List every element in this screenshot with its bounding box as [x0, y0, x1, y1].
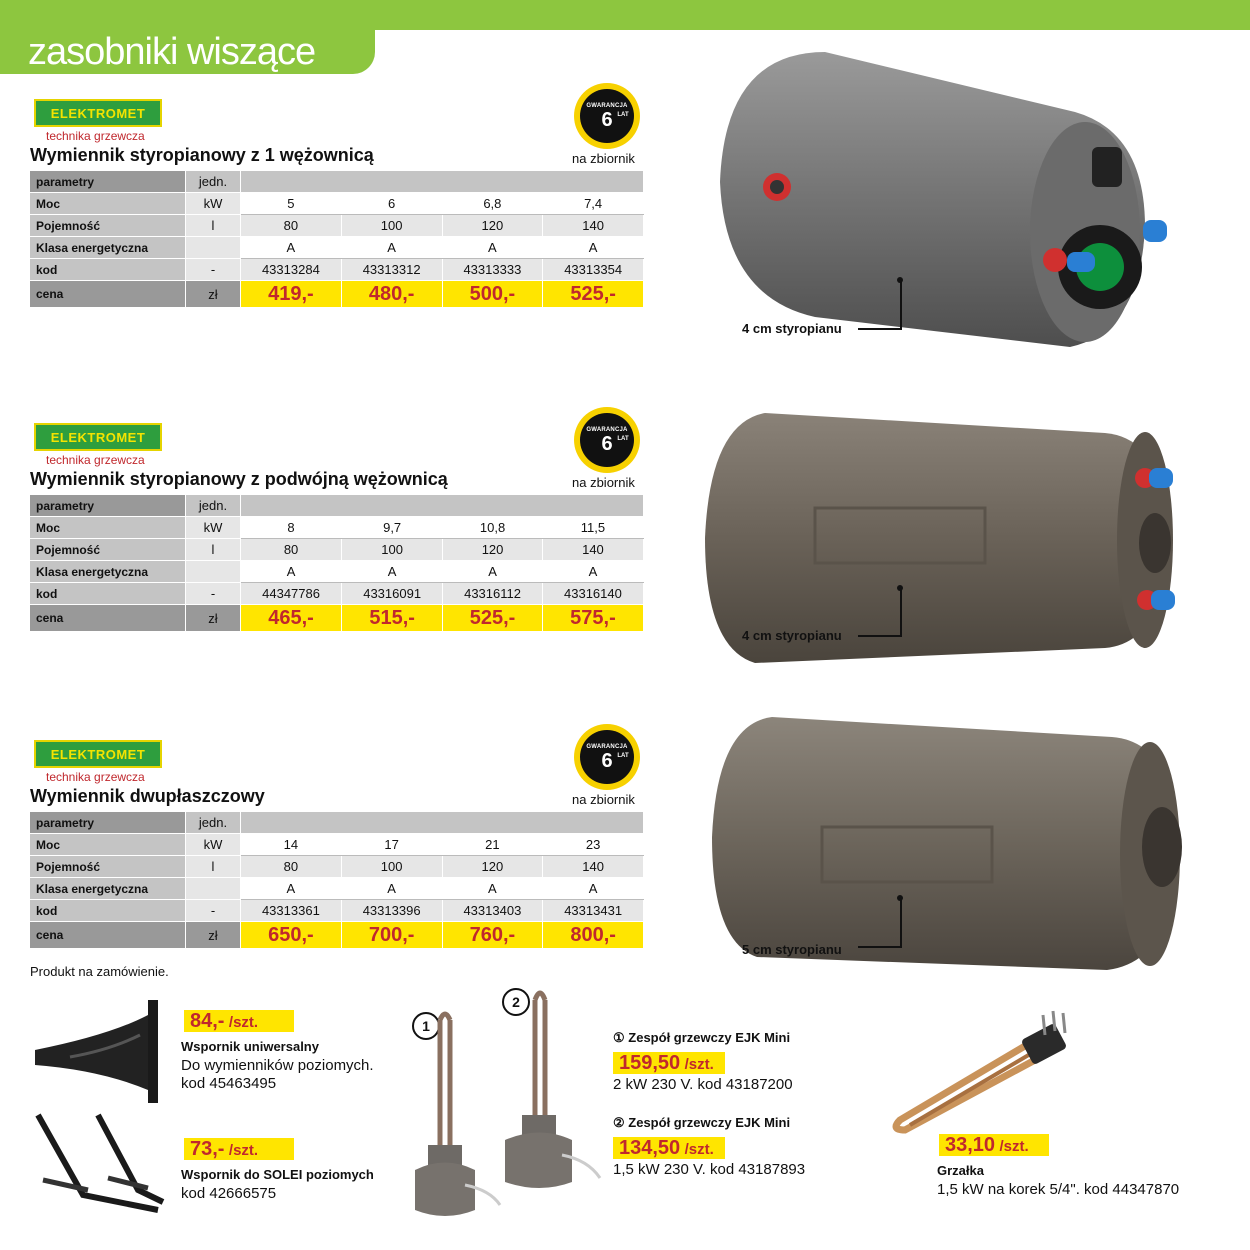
row-unit: kW [186, 517, 241, 539]
universal-bracket-desc: Do wymienników poziomych. [181, 1057, 374, 1074]
price-unit: /szt. [684, 1056, 714, 1073]
value-cell: 120 [442, 215, 543, 237]
row-label: Pojemność [30, 215, 186, 237]
brand-tagline: technika grzewcza [46, 770, 145, 784]
row-unit [186, 237, 241, 259]
row-unit: zł [186, 605, 241, 632]
value-cell: A [241, 878, 342, 900]
heating-element-name: Grzałka [937, 1163, 984, 1178]
leader-dot-1 [897, 277, 903, 283]
ejk1-desc: 2 kW 230 V. kod 43187200 [613, 1076, 793, 1093]
brand-name: ELEKTROMET [50, 746, 146, 762]
row-label: Klasa energetyczna [30, 561, 186, 583]
leader-line-1 [858, 280, 902, 330]
price-cell: 650,- [241, 922, 342, 949]
warranty-badge: GWARANCJA 6 LAT [574, 83, 640, 149]
value-cell: 100 [341, 856, 442, 878]
ejk1-name [613, 1030, 790, 1046]
value-cell: A [542, 561, 643, 583]
warranty-years: 6 [601, 432, 613, 455]
warranty-label: GWARANCJA [586, 102, 628, 109]
leader-line-2 [858, 588, 902, 637]
insulation-caption-2: 4 cm styropianu [742, 628, 842, 643]
warranty-years: 6 [601, 108, 613, 131]
ejk1-title: Zespół grzewczy EJK Mini [628, 1030, 791, 1045]
row-label: cena [30, 281, 186, 308]
price-cell: 525,- [443, 605, 543, 632]
row-label: Klasa energetyczna [30, 878, 186, 900]
row-label: Moc [30, 193, 186, 215]
value-cell: A [341, 878, 442, 900]
brand-logo [34, 423, 162, 467]
row-unit: l [186, 215, 241, 237]
brand-logo [34, 740, 162, 784]
warranty-years: 6 [601, 749, 613, 772]
value-cell: 140 [543, 215, 644, 237]
warranty-note: na zbiornik [572, 792, 635, 807]
heating-element-image [885, 1005, 1095, 1140]
brand-name: ELEKTROMET [50, 429, 146, 445]
row-unit: - [186, 900, 241, 922]
solei-bracket-image [28, 1110, 168, 1220]
ejk-heater-image-2 [500, 980, 605, 1205]
value-cell: A [342, 561, 443, 583]
value-cell: A [543, 878, 644, 900]
value-cell: 100 [341, 215, 442, 237]
params-header: parametry [30, 171, 186, 193]
value-cell: 43313333 [442, 259, 543, 281]
value-cell: 5 [241, 193, 342, 215]
value-cell: 21 [442, 834, 543, 856]
value-cell: 140 [542, 539, 643, 561]
warranty-label: GWARANCJA [586, 426, 628, 433]
row-label: kod [30, 900, 186, 922]
value-cell: 6,8 [442, 193, 543, 215]
row-unit: - [186, 583, 241, 605]
photo-marker-1: 1 [412, 1012, 440, 1040]
universal-bracket-name: Wspornik uniwersalny [181, 1039, 319, 1054]
brand-tagline: technika grzewcza [46, 453, 145, 467]
value-cell: 43316112 [443, 583, 543, 605]
insulation-caption-3: 5 cm styropianu [742, 942, 842, 957]
value-cell: A [442, 237, 543, 259]
value-cell: 100 [342, 539, 443, 561]
price-cell: 525,- [543, 281, 644, 308]
warranty-note: na zbiornik [572, 151, 635, 166]
value-cell: 43313431 [543, 900, 644, 922]
value-cell: 120 [443, 539, 543, 561]
price-unit: /szt. [999, 1138, 1029, 1155]
price-cell: 465,- [241, 605, 342, 632]
top-green-bar [0, 0, 1250, 30]
price-cell: 480,- [341, 281, 442, 308]
price-cell: 800,- [543, 922, 644, 949]
photo-marker-2: 2 [502, 988, 530, 1016]
value-cell: 120 [442, 856, 543, 878]
row-label: Klasa energetyczna [30, 237, 186, 259]
value-cell: 23 [543, 834, 644, 856]
warranty-badge: GWARANCJA 6 LAT [574, 407, 640, 473]
value-cell: 43313354 [543, 259, 644, 281]
value-cell: 44347786 [241, 583, 342, 605]
value-cell: A [442, 878, 543, 900]
value-cell: 7,4 [543, 193, 644, 215]
value-cell: 11,5 [542, 517, 643, 539]
warranty-note: na zbiornik [572, 475, 635, 490]
price-cell: 500,- [442, 281, 543, 308]
params-header: parametry [30, 812, 186, 834]
value-cell: 17 [341, 834, 442, 856]
value-cell: 9,7 [342, 517, 443, 539]
unit-header: jedn. [186, 812, 241, 834]
value-cell: 43313403 [442, 900, 543, 922]
universal-bracket-code: kod 45463495 [181, 1075, 277, 1092]
params-header: parametry [30, 495, 186, 517]
value-cell: A [443, 561, 543, 583]
row-unit: l [186, 856, 241, 878]
value-cell: A [241, 237, 342, 259]
price-value: 84,- [190, 1010, 225, 1032]
product-title: Wymiennik styropianowy z 1 wężownicą [30, 145, 374, 165]
price-cell: 700,- [341, 922, 442, 949]
row-unit: kW [186, 193, 241, 215]
price-value: 33,10 [945, 1134, 996, 1156]
section-title-tab [0, 30, 375, 74]
price-value: 73,- [190, 1138, 225, 1160]
value-cell: 10,8 [443, 517, 543, 539]
value-cell: 43313312 [341, 259, 442, 281]
value-cell: 80 [241, 539, 342, 561]
value-cell: 43316140 [542, 583, 643, 605]
product-title: Wymiennik dwupłaszczowy [30, 786, 265, 806]
row-unit: l [186, 539, 241, 561]
brand-tagline: technika grzewcza [46, 129, 145, 143]
price-value: 159,50 [619, 1052, 681, 1074]
row-unit: zł [186, 922, 241, 949]
price-tag-universal-bracket [184, 1010, 294, 1032]
universal-bracket-image [30, 995, 165, 1105]
leader-line-3 [858, 898, 902, 948]
row-unit: zł [186, 281, 241, 308]
row-label: cena [30, 605, 186, 632]
row-label: kod [30, 583, 186, 605]
price-cell: 575,- [542, 605, 643, 632]
ejk2-desc: 1,5 kW 230 V. kod 43187893 [613, 1161, 806, 1178]
price-cell: 760,- [442, 922, 543, 949]
price-unit: /szt. [228, 1014, 259, 1031]
page-title: zasobniki wiszące [28, 31, 316, 73]
value-cell: 8 [241, 517, 342, 539]
heating-element-desc: 1,5 kW na korek 5/4". kod 44347870 [937, 1181, 1180, 1198]
warranty-badge: GWARANCJA 6 LAT [574, 724, 640, 790]
row-label: Moc [30, 517, 186, 539]
price-tag-heating-element [939, 1134, 1049, 1156]
row-label: cena [30, 922, 186, 949]
value-cell: 80 [241, 215, 342, 237]
ejk1-number: ① [613, 1030, 625, 1045]
value-cell: 43316091 [342, 583, 443, 605]
price-tag-ejk2 [613, 1137, 725, 1159]
spec-table [29, 494, 644, 632]
product-title: Wymiennik styropianowy z podwójną wężownicą [30, 469, 448, 489]
solei-bracket-code: kod 42666575 [181, 1185, 277, 1202]
value-cell: A [241, 561, 342, 583]
price-unit: /szt. [228, 1142, 259, 1159]
unit-header: jedn. [186, 171, 241, 193]
ejk2-name [613, 1115, 790, 1131]
brand-logo [34, 99, 162, 143]
row-label: kod [30, 259, 186, 281]
value-cell: 43313361 [241, 900, 342, 922]
tank-image-1 [715, 42, 1205, 357]
price-value: 134,50 [619, 1137, 681, 1159]
insulation-caption-1: 4 cm styropianu [742, 321, 842, 336]
row-label: Pojemność [30, 856, 186, 878]
row-unit: kW [186, 834, 241, 856]
ejk2-title: Zespół grzewczy EJK Mini [628, 1115, 791, 1130]
row-unit: - [186, 259, 241, 281]
leader-dot-2 [897, 585, 903, 591]
ejk2-number: ② [613, 1115, 625, 1130]
value-cell: 43313396 [341, 900, 442, 922]
warranty-label: GWARANCJA [586, 743, 628, 750]
row-unit [186, 561, 241, 583]
price-cell: 515,- [342, 605, 443, 632]
price-tag-ejk1 [613, 1052, 725, 1074]
value-cell: A [543, 237, 644, 259]
spec-table [29, 811, 644, 949]
value-cell: 6 [341, 193, 442, 215]
price-tag-solei-bracket [184, 1138, 294, 1160]
ejk-heater-image-1 [410, 1000, 505, 1225]
value-cell: 140 [543, 856, 644, 878]
row-label: Pojemność [30, 539, 186, 561]
value-cell: 14 [241, 834, 342, 856]
row-unit [186, 878, 241, 900]
brand-name: ELEKTROMET [50, 105, 146, 121]
price-unit: /szt. [684, 1141, 714, 1158]
spec-table [29, 170, 644, 308]
value-cell: A [341, 237, 442, 259]
value-cell: 43313284 [241, 259, 342, 281]
row-label: Moc [30, 834, 186, 856]
unit-header: jedn. [186, 495, 241, 517]
order-note: Produkt na zamówienie. [30, 964, 169, 979]
solei-bracket-name: Wspornik do SOLEI poziomych [181, 1167, 374, 1182]
value-cell: 80 [241, 856, 342, 878]
leader-dot-3 [897, 895, 903, 901]
price-cell: 419,- [241, 281, 342, 308]
